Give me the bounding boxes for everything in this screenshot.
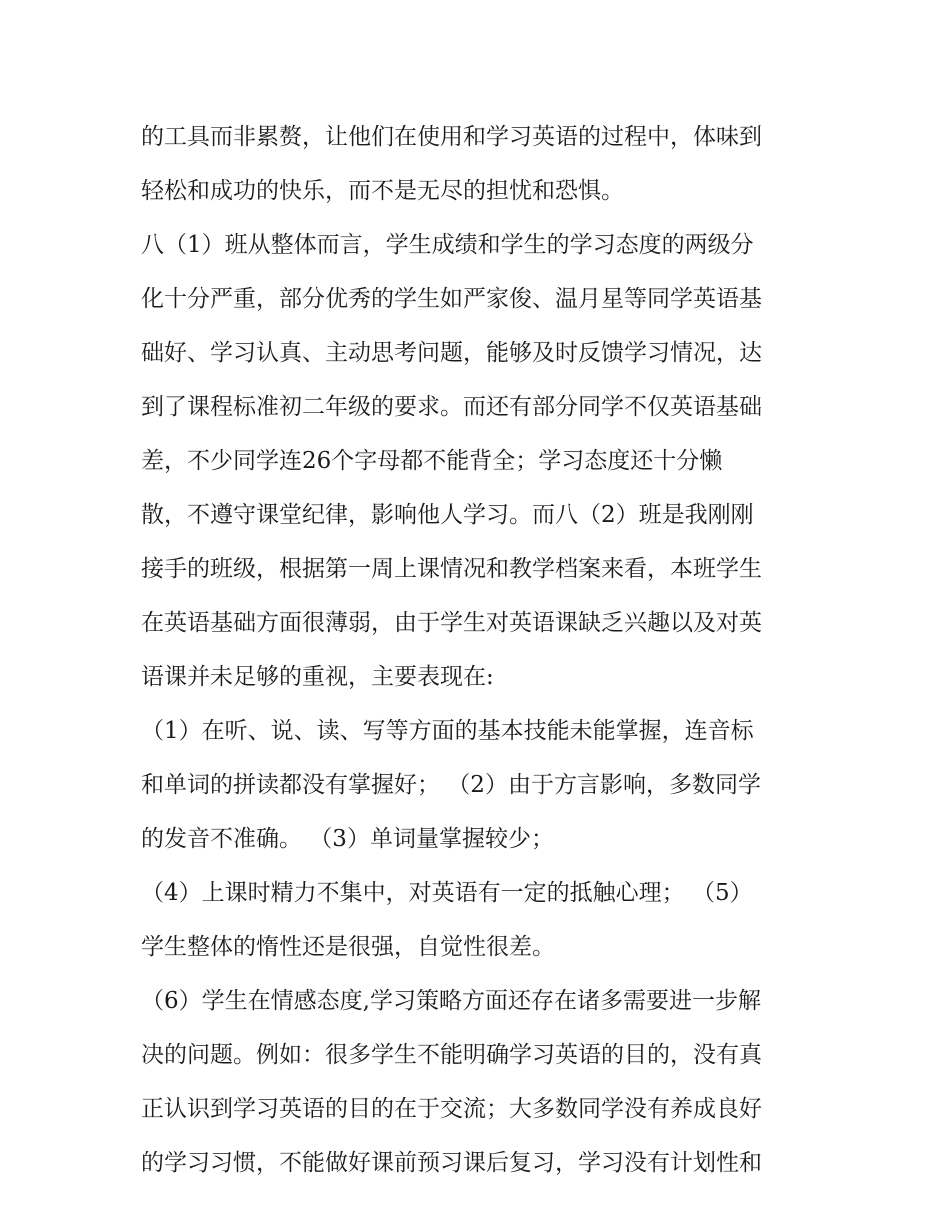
text-line-10: 在英语基础方面很薄弱，由于学生对英语课缺乏兴趣以及对英 xyxy=(141,610,762,636)
text-line-12: （1）在听、说、读、写等方面的基本技能未能掌握，连音标 xyxy=(141,718,754,744)
text-line-11: 语课并未足够的重视，主要表现在: xyxy=(141,664,494,690)
text-line-7: 差，不少同学连26个字母都不能背全；学习态度还十分懒 xyxy=(141,448,723,474)
text-line-8: 散，不遵守课堂纪律，影响他人学习。而八（2）班是我刚刚 xyxy=(141,502,754,528)
text-line-3: 八（1）班从整体而言，学生成绩和学生的学习态度的两级分 xyxy=(141,232,754,258)
text-line-2: 轻松和成功的快乐，而不是无尽的担忧和恐惧。 xyxy=(141,178,624,204)
text-line-15: （4）上课时精力不集中，对英语有一定的抵触心理； （5） xyxy=(141,880,753,906)
text-line-6: 到了课程标准初二年级的要求。而还有部分同学不仅英语基础 xyxy=(141,394,762,420)
text-line-4: 化十分严重，部分优秀的学生如严家俊、温月星等同学英语基 xyxy=(141,286,762,312)
text-line-14: 的发音不准确。 （3）单词量掌握较少； xyxy=(141,826,554,852)
text-line-18: 决的问题。例如：很多学生不能明确学习英语的目的，没有真 xyxy=(141,1042,762,1068)
text-line-13: 和单词的拼读都没有掌握好； （2）由于方言影响，多数同学 xyxy=(141,772,761,798)
text-line-9: 接手的班级，根据第一周上课情况和教学档案来看，本班学生 xyxy=(141,556,762,582)
text-line-19: 正认识到学习英语的目的在于交流；大多数同学没有养成良好 xyxy=(141,1096,762,1122)
body-text xyxy=(141,110,821,1190)
text-line-1: 的工具而非累赘，让他们在使用和学习英语的过程中，体味到 xyxy=(141,124,762,150)
text-line-17: （6）学生在情感态度,学习策略方面还存在诸多需要进一步解 xyxy=(141,988,761,1014)
text-line-5: 础好、学习认真、主动思考问题，能够及时反馈学习情况，达 xyxy=(141,340,762,366)
text-line-16: 学生整体的惰性还是很强，自觉性很差。 xyxy=(141,934,555,960)
text-line-20: 的学习习惯，不能做好课前预习课后复习，学习没有计划性和 xyxy=(141,1150,762,1176)
